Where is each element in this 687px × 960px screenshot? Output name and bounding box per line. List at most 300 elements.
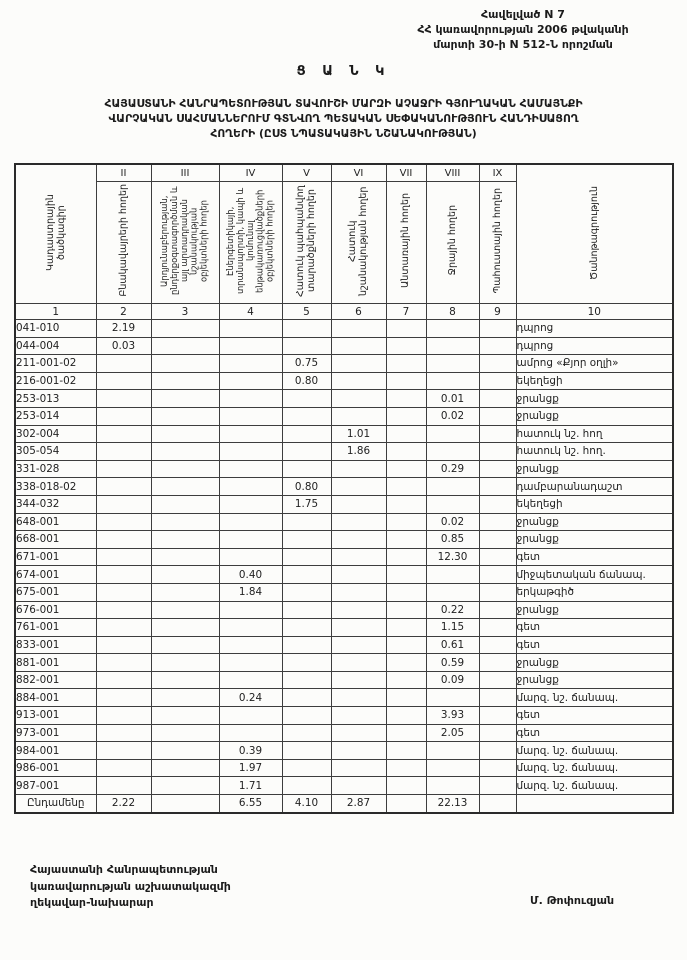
cell-value-c7: [386, 636, 426, 654]
cell-value-c2: [96, 390, 151, 408]
cell-note: դպրոց: [516, 320, 673, 338]
cell-value-c2: [96, 460, 151, 478]
cell-cadastral-code: 674-001: [15, 566, 96, 584]
cell-value-c5: [282, 407, 331, 425]
cell-value-c3: [151, 548, 219, 566]
cell-value-c3: [151, 636, 219, 654]
column-header-infrastructure-lands: Էներգետիկայի, տրանսպորտի, կապի և կոմունալ ենթակառուցվածքների օբյեկտների հողեր: [219, 182, 282, 304]
cell-value-c8: [426, 759, 479, 777]
cell-value-c9: [479, 654, 516, 672]
cell-value-c6: [331, 742, 386, 760]
cell-note: մարզ. նշ. ճանապ.: [516, 759, 673, 777]
cell-value-c2: [96, 742, 151, 760]
numeral-header-row: [15, 164, 673, 182]
cell-value-c4: [219, 619, 282, 637]
cell-note: գետ: [516, 636, 673, 654]
total-value-c4: 6.55: [219, 795, 282, 813]
cell-value-c7: [386, 407, 426, 425]
cell-value-c8: 1.15: [426, 619, 479, 637]
cell-value-c4: [219, 478, 282, 496]
cell-value-c8: 0.01: [426, 390, 479, 408]
table-row: [15, 478, 673, 496]
cell-value-c9: [479, 372, 516, 390]
cell-value-c2: [96, 478, 151, 496]
cell-value-c4: [219, 531, 282, 549]
table-row: [15, 443, 673, 461]
cell-value-c4: [219, 320, 282, 338]
column-header-protected-lands: Հատուկ պահպանվող տարածքների հողեր: [282, 182, 331, 304]
cell-note: մարզ. նշ. ճանապ.: [516, 742, 673, 760]
cell-value-c5: [282, 320, 331, 338]
column-number-1: 1: [15, 304, 96, 320]
cell-value-c7: [386, 425, 426, 443]
total-value-c9: [479, 795, 516, 813]
cell-value-c7: [386, 478, 426, 496]
cell-value-c8: [426, 372, 479, 390]
column-number-2: 2: [96, 304, 151, 320]
cell-value-c5: 0.80: [282, 478, 331, 496]
cell-value-c9: [479, 531, 516, 549]
cell-value-c2: [96, 443, 151, 461]
cell-value-c3: [151, 531, 219, 549]
cell-note: ջրանցք: [516, 601, 673, 619]
cell-value-c3: [151, 372, 219, 390]
cell-note: ջրանցք: [516, 513, 673, 531]
column-number-9: 9: [479, 304, 516, 320]
cell-value-c3: [151, 443, 219, 461]
column-number-8: 8: [426, 304, 479, 320]
table-row: [15, 619, 673, 637]
cell-value-c3: [151, 759, 219, 777]
table-row: [15, 337, 673, 355]
cell-note: ջրանցք: [516, 671, 673, 689]
cell-value-c2: [96, 724, 151, 742]
cell-value-c4: [219, 636, 282, 654]
cell-value-c4: [219, 372, 282, 390]
cell-value-c6: [331, 355, 386, 373]
cell-note: ջրանցք: [516, 654, 673, 672]
cell-note: եկեղեցի: [516, 372, 673, 390]
cell-value-c9: [479, 707, 516, 725]
cell-value-c7: [386, 689, 426, 707]
cell-value-c8: [426, 320, 479, 338]
cell-value-c9: [479, 777, 516, 795]
cell-value-c9: [479, 601, 516, 619]
cell-cadastral-code: 676-001: [15, 601, 96, 619]
cell-value-c4: [219, 707, 282, 725]
cell-cadastral-code: 882-001: [15, 671, 96, 689]
cell-cadastral-code: 305-054: [15, 443, 96, 461]
column-header-reserve-lands: Պահուստային հողեր: [479, 182, 516, 304]
cell-value-c5: [282, 583, 331, 601]
cell-value-c4: [219, 337, 282, 355]
cell-value-c4: [219, 724, 282, 742]
cell-value-c9: [479, 443, 516, 461]
appendix-line-3: մարտի 30-ի N 512-Ն որոշման: [433, 37, 613, 51]
total-value-c7: [386, 795, 426, 813]
cell-note: միջպետական ճանապ.: [516, 566, 673, 584]
table-row: [15, 407, 673, 425]
cell-value-c6: [331, 759, 386, 777]
table-row: [15, 531, 673, 549]
cell-value-c7: [386, 707, 426, 725]
cell-note: գետ: [516, 548, 673, 566]
cell-value-c2: [96, 777, 151, 795]
cell-cadastral-code: 253-013: [15, 390, 96, 408]
cell-value-c8: 3.93: [426, 707, 479, 725]
cell-value-c9: [479, 566, 516, 584]
cell-value-c4: [219, 425, 282, 443]
table-row: [15, 513, 673, 531]
cell-value-c2: [96, 355, 151, 373]
cell-value-c5: [282, 671, 331, 689]
table-row: [15, 320, 673, 338]
cell-value-c6: [331, 777, 386, 795]
table-row: [15, 583, 673, 601]
cell-value-c8: 12.30: [426, 548, 479, 566]
appendix-header: [363, 8, 683, 53]
land-register-table: [14, 163, 674, 814]
cell-value-c7: [386, 601, 426, 619]
cell-value-c9: [479, 619, 516, 637]
cell-value-c8: [426, 495, 479, 513]
cell-value-c4: [219, 671, 282, 689]
cell-note: դպրոց: [516, 337, 673, 355]
cell-note: ջրանցք: [516, 390, 673, 408]
column-number-10: 10: [516, 304, 673, 320]
table-row: [15, 372, 673, 390]
cell-value-c4: 1.97: [219, 759, 282, 777]
cell-cadastral-code: 984-001: [15, 742, 96, 760]
cell-value-c3: [151, 566, 219, 584]
subtitle-line-1: ՀԱՅԱՍՏԱՆԻ ՀԱՆՐԱՊԵՏՈՒԹՅԱՆ ՏԱՎՈՒՇԻ ՄԱՐԶԻ ԱՉԱՋՐԻ ԳՅՈՒՂԱԿԱՆ ՀԱՄԱՅՆՔԻ: [104, 97, 583, 110]
cell-value-c8: [426, 337, 479, 355]
cell-value-c5: [282, 636, 331, 654]
cell-note: մարզ. նշ. ճանապ.: [516, 689, 673, 707]
cell-value-c5: [282, 689, 331, 707]
cell-value-c2: 0.03: [96, 337, 151, 355]
cell-value-c4: 0.40: [219, 566, 282, 584]
cell-value-c8: 0.02: [426, 513, 479, 531]
cell-value-c8: 0.09: [426, 671, 479, 689]
cell-value-c8: 0.59: [426, 654, 479, 672]
cell-value-c9: [479, 689, 516, 707]
cell-value-c8: [426, 583, 479, 601]
cell-value-c5: [282, 759, 331, 777]
cell-value-c3: [151, 337, 219, 355]
cell-value-c3: [151, 320, 219, 338]
cadastral-code-label: Կադաստրային ծածկագիր: [44, 194, 67, 271]
cell-value-c8: 0.85: [426, 531, 479, 549]
cell-value-c5: [282, 513, 331, 531]
cell-value-c9: [479, 425, 516, 443]
cell-value-c2: [96, 583, 151, 601]
column-number-5: 5: [282, 304, 331, 320]
cell-note: մարզ. նշ. ճանապ.: [516, 777, 673, 795]
cell-value-c4: [219, 548, 282, 566]
table-row: [15, 566, 673, 584]
cell-value-c5: 1.75: [282, 495, 331, 513]
cell-value-c6: [331, 689, 386, 707]
cell-value-c5: 0.80: [282, 372, 331, 390]
cell-value-c6: [331, 601, 386, 619]
cell-value-c9: [479, 636, 516, 654]
cell-value-c6: [331, 619, 386, 637]
cell-value-c5: [282, 337, 331, 355]
total-row: [15, 795, 673, 813]
cell-value-c2: [96, 548, 151, 566]
cell-value-c2: [96, 601, 151, 619]
cell-value-c2: [96, 495, 151, 513]
cell-value-c5: [282, 724, 331, 742]
cell-value-c3: [151, 671, 219, 689]
cell-value-c6: [331, 495, 386, 513]
column-number-row: [15, 304, 673, 320]
cell-value-c6: [331, 707, 386, 725]
cell-value-c9: [479, 355, 516, 373]
cell-value-c3: [151, 601, 219, 619]
cell-value-c3: [151, 513, 219, 531]
cell-value-c5: [282, 601, 331, 619]
signatory-title-line-1: Հայաստանի Հանրապետության: [30, 863, 218, 876]
cell-value-c3: [151, 478, 219, 496]
cell-cadastral-code: 987-001: [15, 777, 96, 795]
cell-value-c9: [479, 759, 516, 777]
cell-note: գետ: [516, 619, 673, 637]
document-title: Ց Ա Ն Կ: [296, 64, 391, 79]
cell-cadastral-code: 761-001: [15, 619, 96, 637]
cell-note: գետ: [516, 707, 673, 725]
cell-value-c2: [96, 671, 151, 689]
cell-value-c6: [331, 478, 386, 496]
cell-value-c4: [219, 390, 282, 408]
cell-value-c4: [219, 513, 282, 531]
cell-cadastral-code: 913-001: [15, 707, 96, 725]
cell-value-c5: 0.75: [282, 355, 331, 373]
column-header-forest-lands: Անտառային հողեր: [386, 182, 426, 304]
cell-value-c3: [151, 619, 219, 637]
cell-cadastral-code: 041-010: [15, 320, 96, 338]
column-header-special-purpose-lands: Հատուկ նշանակության հողեր: [331, 182, 386, 304]
cell-cadastral-code: 884-001: [15, 689, 96, 707]
cell-value-c7: [386, 495, 426, 513]
cell-cadastral-code: 668-001: [15, 531, 96, 549]
document-subtitle: [0, 96, 687, 141]
cell-value-c8: [426, 566, 479, 584]
column-number-3: 3: [151, 304, 219, 320]
cell-note: ջրանցք: [516, 407, 673, 425]
cell-value-c7: [386, 548, 426, 566]
cell-value-c5: [282, 425, 331, 443]
cell-value-c5: [282, 531, 331, 549]
cell-value-c9: [479, 513, 516, 531]
cell-value-c2: [96, 707, 151, 725]
cell-value-c9: [479, 337, 516, 355]
cell-value-c4: [219, 443, 282, 461]
cell-cadastral-code: 211-001-02: [15, 355, 96, 373]
cell-cadastral-code: 833-001: [15, 636, 96, 654]
table-row: [15, 460, 673, 478]
cell-value-c2: [96, 654, 151, 672]
subtitle-line-3: ՀՈՂԵՐԻ (ԸՍՏ ՆՊԱՏԱԿԱՅԻՆ ՆՇԱՆԱԿՈՒԹՅԱՆ): [210, 127, 477, 141]
cell-value-c6: [331, 531, 386, 549]
cell-value-c5: [282, 460, 331, 478]
cell-value-c9: [479, 583, 516, 601]
cell-value-c8: [426, 689, 479, 707]
cell-value-c5: [282, 390, 331, 408]
cell-value-c4: [219, 495, 282, 513]
table-row: [15, 759, 673, 777]
cell-value-c5: [282, 443, 331, 461]
cell-value-c2: [96, 531, 151, 549]
column-header-industrial-lands: Արդյունաբերության, ընդերքօգտագործման և այլ արտադրական նշանակության օբյեկտների հողեր: [151, 182, 219, 304]
cell-value-c2: [96, 372, 151, 390]
cell-cadastral-code: 338-018-02: [15, 478, 96, 496]
cell-value-c6: 1.01: [331, 425, 386, 443]
cell-cadastral-code: 331-028: [15, 460, 96, 478]
total-value-c5: 4.10: [282, 795, 331, 813]
cell-value-c6: [331, 407, 386, 425]
cell-value-c3: [151, 777, 219, 795]
column-header-settlement-lands: Բնակավայրերի հողեր: [96, 182, 151, 304]
cell-value-c9: [479, 407, 516, 425]
cell-value-c3: [151, 355, 219, 373]
cell-value-c7: [386, 443, 426, 461]
cell-value-c7: [386, 320, 426, 338]
cell-note: ջրանցք: [516, 460, 673, 478]
cell-value-c4: 1.84: [219, 583, 282, 601]
cell-value-c6: [331, 654, 386, 672]
table-row: [15, 707, 673, 725]
cell-value-c7: [386, 372, 426, 390]
cell-value-c5: [282, 654, 331, 672]
cell-value-c3: [151, 742, 219, 760]
cell-note: գետ: [516, 724, 673, 742]
cell-value-c8: 0.22: [426, 601, 479, 619]
cell-value-c6: [331, 337, 386, 355]
cell-value-c7: [386, 513, 426, 531]
cell-value-c6: [331, 372, 386, 390]
cell-value-c8: 2.05: [426, 724, 479, 742]
cell-value-c4: [219, 460, 282, 478]
cell-value-c7: [386, 355, 426, 373]
signatory-title-line-3: ղեկավար-նախարար: [30, 896, 154, 909]
cell-value-c4: [219, 601, 282, 619]
cell-cadastral-code: 648-001: [15, 513, 96, 531]
cell-value-c6: 1.86: [331, 443, 386, 461]
cell-note: հատուկ նշ. հող: [516, 425, 673, 443]
total-label: Ընդամենը: [15, 795, 96, 813]
cell-note: ջրանցք: [516, 531, 673, 549]
table-row: [15, 601, 673, 619]
table-row: [15, 777, 673, 795]
cell-value-c7: [386, 531, 426, 549]
cell-cadastral-code: 986-001: [15, 759, 96, 777]
cell-value-c3: [151, 707, 219, 725]
cell-cadastral-code: 216-001-02: [15, 372, 96, 390]
cell-value-c9: [479, 320, 516, 338]
cell-value-c2: [96, 619, 151, 637]
cell-cadastral-code: 302-004: [15, 425, 96, 443]
subtitle-line-2: ՎԱՐՉԱԿԱՆ ՍԱՀՄԱՆՆԵՐՈՒՄ ԳՏՆՎՈՂ ՊԵՏԱԿԱՆ ՍԵՓԱԿԱՆՈՒԹՅՈՒՆ ՀԱՆԴԻՍԱՑՈՂ: [108, 112, 579, 126]
cell-note: ամրոց «Քյոր օղլի»: [516, 355, 673, 373]
cell-value-c7: [386, 583, 426, 601]
table-row: [15, 355, 673, 373]
cell-value-c7: [386, 777, 426, 795]
cell-value-c4: [219, 355, 282, 373]
column-numeral-6: VI: [331, 164, 386, 182]
cell-value-c8: [426, 478, 479, 496]
cell-cadastral-code: 973-001: [15, 724, 96, 742]
cell-value-c3: [151, 407, 219, 425]
cell-value-c9: [479, 460, 516, 478]
cell-value-c8: 0.02: [426, 407, 479, 425]
column-header-cadastral-code: [15, 164, 96, 304]
column-number-4: 4: [219, 304, 282, 320]
table-row: [15, 425, 673, 443]
cell-value-c2: [96, 425, 151, 443]
cell-value-c6: [331, 583, 386, 601]
cell-value-c9: [479, 671, 516, 689]
cell-value-c8: 0.29: [426, 460, 479, 478]
signatory-title-block: [30, 862, 231, 912]
total-value-c6: 2.87: [331, 795, 386, 813]
total-note: [516, 795, 673, 813]
cell-value-c4: 0.24: [219, 689, 282, 707]
cell-value-c6: [331, 636, 386, 654]
column-numeral-9: IX: [479, 164, 516, 182]
cell-value-c7: [386, 390, 426, 408]
cell-cadastral-code: 253-014: [15, 407, 96, 425]
column-header-note: [516, 164, 673, 304]
cell-cadastral-code: 344-032: [15, 495, 96, 513]
column-numeral-4: IV: [219, 164, 282, 182]
cell-value-c5: [282, 619, 331, 637]
cell-value-c6: [331, 320, 386, 338]
cell-value-c2: [96, 407, 151, 425]
cell-value-c7: [386, 460, 426, 478]
cell-value-c3: [151, 689, 219, 707]
cell-value-c4: [219, 654, 282, 672]
cell-value-c2: [96, 636, 151, 654]
cell-note: դամբարանադաշտ: [516, 478, 673, 496]
cell-cadastral-code: 675-001: [15, 583, 96, 601]
cell-value-c9: [479, 390, 516, 408]
appendix-line-1: Հավելված N 7: [481, 8, 565, 21]
cell-value-c4: 0.39: [219, 742, 282, 760]
cell-value-c3: [151, 390, 219, 408]
column-numeral-7: VII: [386, 164, 426, 182]
total-value-c3: [151, 795, 219, 813]
cell-value-c3: [151, 583, 219, 601]
cell-value-c3: [151, 460, 219, 478]
cell-cadastral-code: 881-001: [15, 654, 96, 672]
total-value-c2: 2.22: [96, 795, 151, 813]
column-numeral-3: III: [151, 164, 219, 182]
cell-value-c5: [282, 777, 331, 795]
cell-value-c7: [386, 566, 426, 584]
cell-note: հատուկ նշ. հող.: [516, 443, 673, 461]
cell-value-c2: [96, 689, 151, 707]
cell-value-c6: [331, 513, 386, 531]
cell-value-c8: [426, 777, 479, 795]
table-row: [15, 724, 673, 742]
cell-cadastral-code: 671-001: [15, 548, 96, 566]
table-row: [15, 548, 673, 566]
total-value-c8: 22.13: [426, 795, 479, 813]
cell-value-c6: [331, 390, 386, 408]
column-header-water-lands: Ջրային հողեր: [426, 182, 479, 304]
